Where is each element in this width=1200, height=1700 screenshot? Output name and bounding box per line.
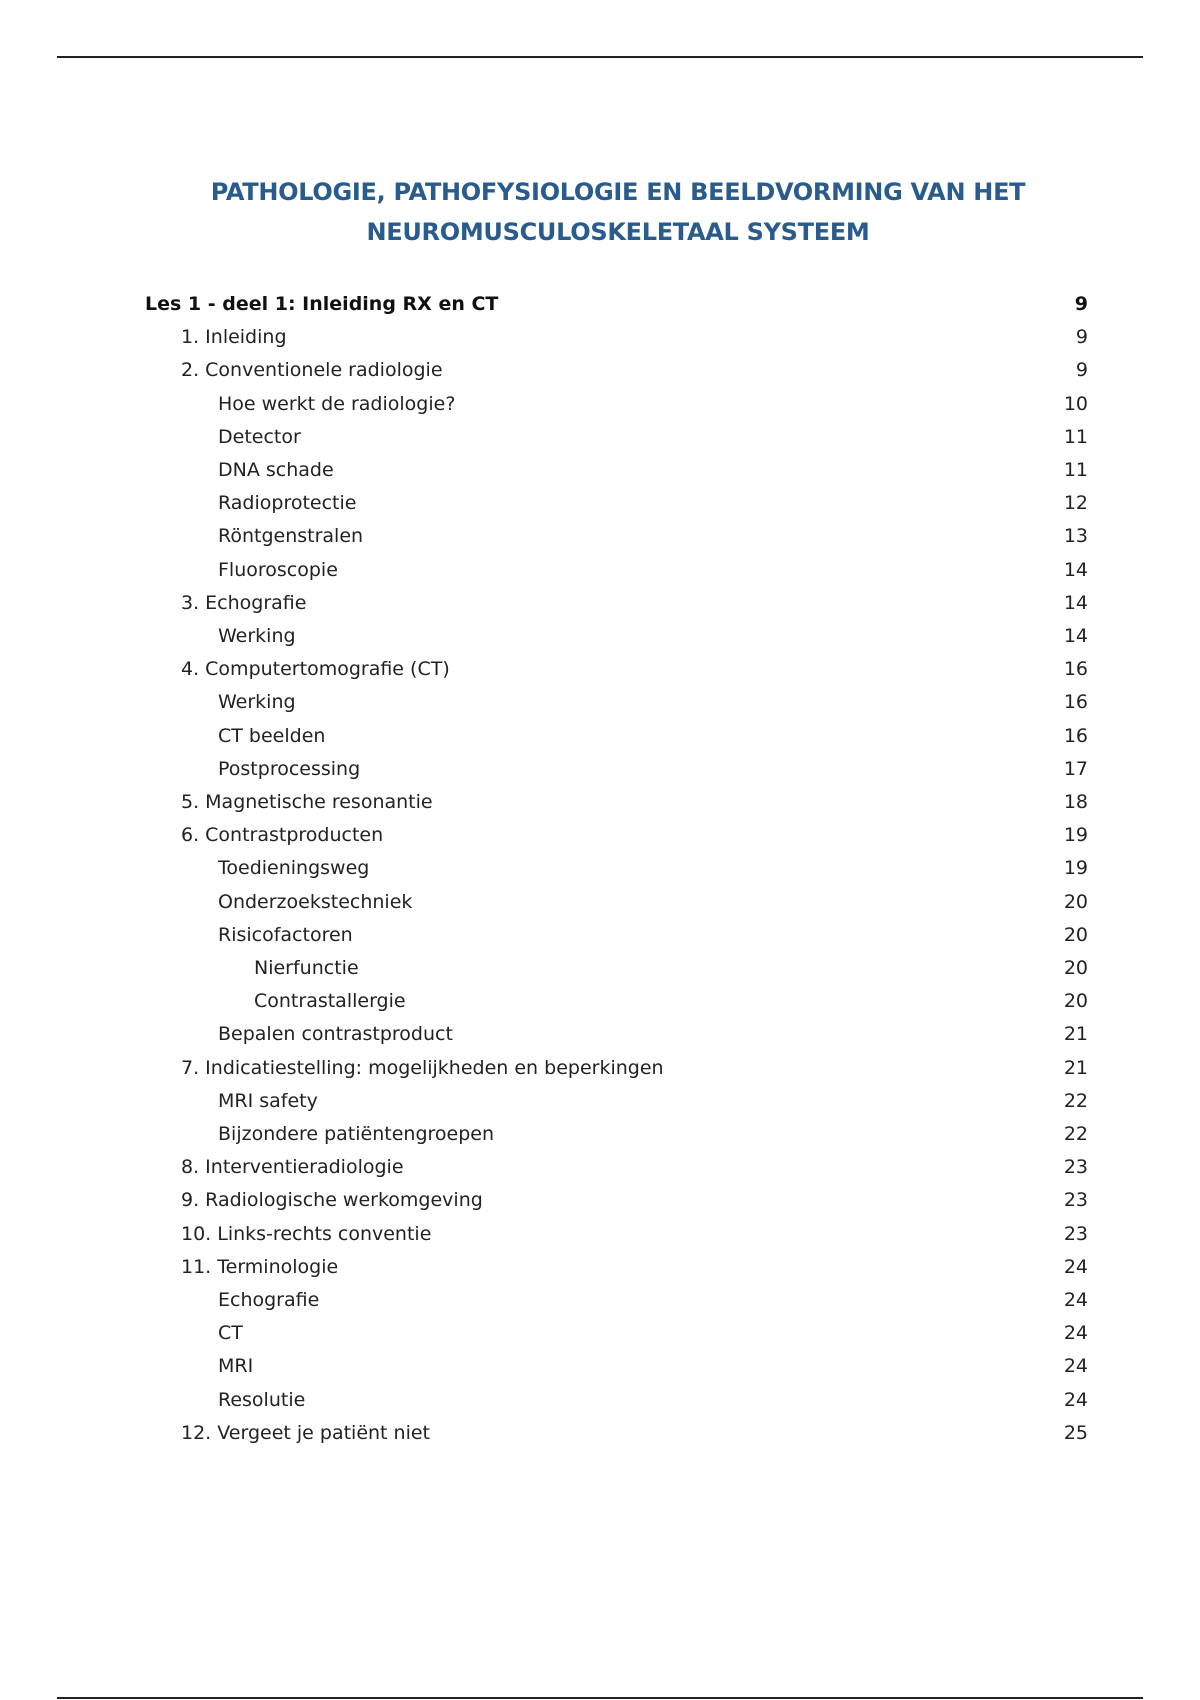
toc-entry-title: 8. Interventieradiologie	[181, 1156, 404, 1179]
toc-entry-page-number: 9	[1074, 293, 1088, 315]
toc-entry-title: Radioprotectie	[218, 492, 357, 515]
toc-entry-title: Nierfunctie	[254, 957, 359, 979]
toc-entry-title: Hoe werkt de radiologie?	[218, 392, 456, 415]
toc-entry-page-number: 14	[1063, 558, 1088, 581]
toc-entry[interactable]	[0, 1285, 1200, 1315]
toc-entry[interactable]	[0, 588, 1200, 618]
toc-entry-page-number: 17	[1063, 757, 1088, 780]
toc-entry[interactable]	[0, 986, 1200, 1016]
toc-entry-page-number: 9	[1075, 359, 1088, 382]
toc-entry[interactable]	[0, 521, 1200, 551]
toc-entry-title: 7. Indicatiestelling: mogelijkheden en beperkingen	[181, 1056, 664, 1079]
toc-entry-page-number: 19	[1063, 824, 1088, 847]
toc-entry[interactable]	[0, 422, 1200, 452]
toc-entry-title: 1. Inleiding	[181, 326, 287, 349]
toc-entry-page-number: 24	[1063, 1289, 1088, 1311]
toc-entry-page-number: 24	[1063, 1355, 1088, 1378]
toc-entry[interactable]	[0, 1418, 1200, 1448]
toc-entry-page-number: 20	[1063, 923, 1088, 946]
toc-entry-page-number: 14	[1063, 591, 1088, 614]
toc-entry-title: Werking	[218, 625, 296, 647]
toc-entry-title: MRI safety	[218, 1089, 318, 1112]
toc-entry-page-number: 20	[1063, 957, 1088, 979]
toc-entry[interactable]	[0, 820, 1200, 850]
toc-entry[interactable]	[0, 621, 1200, 651]
document-title-line-1: PATHOLOGIE, PATHOFYSIOLOGIE EN BEELDVORMING VAN HET	[210, 178, 1026, 206]
toc-entry-title: Fluoroscopie	[218, 558, 338, 581]
toc-entry-page-number: 21	[1063, 1056, 1088, 1079]
toc-entry-page-number: 24	[1063, 1255, 1088, 1278]
toc-entry-page-number: 24	[1063, 1322, 1088, 1345]
toc-entry[interactable]	[0, 1185, 1200, 1215]
toc-entry-title: CT beelden	[218, 724, 326, 747]
toc-entry-title: 11. Terminologie	[181, 1255, 339, 1278]
toc-entry[interactable]	[0, 322, 1200, 352]
toc-entry[interactable]	[0, 1019, 1200, 1049]
toc-entry[interactable]	[0, 721, 1200, 751]
toc-entry-title: MRI	[218, 1355, 254, 1378]
toc-entry-title: 9. Radiologische werkomgeving	[181, 1189, 483, 1212]
toc-entry-page-number: 24	[1063, 1388, 1088, 1411]
toc-entry-page-number: 9	[1075, 326, 1088, 349]
toc-entry-title: Contrastallergie	[254, 990, 406, 1013]
toc-entry-page-number: 25	[1063, 1421, 1088, 1444]
toc-entry-page-number: 23	[1063, 1156, 1088, 1179]
toc-entry-page-number: 16	[1063, 724, 1088, 747]
toc-entry[interactable]	[0, 953, 1200, 983]
toc-entry-page-number: 21	[1063, 1023, 1088, 1046]
toc-entry-page-number: 10	[1063, 392, 1088, 415]
toc-entry-title: Resolutie	[218, 1388, 306, 1411]
toc-entry-page-number: 16	[1063, 658, 1088, 681]
toc-entry-title: 6. Contrastproducten	[181, 824, 384, 847]
toc-entry-title: Detector	[218, 425, 301, 448]
toc-entry-title: 10. Links-rechts conventie	[181, 1222, 432, 1245]
toc-entry[interactable]	[0, 754, 1200, 784]
toc-entry[interactable]	[0, 920, 1200, 950]
toc-entry-page-number: 22	[1063, 1123, 1088, 1145]
toc-entry[interactable]	[0, 289, 1200, 319]
bottom-rule	[57, 1697, 1143, 1699]
toc-entry-title: Bepalen contrastproduct	[218, 1023, 453, 1046]
toc-entry-title: Röntgenstralen	[218, 525, 364, 548]
toc-entry-title: Postprocessing	[218, 757, 361, 780]
toc-entry-page-number: 20	[1063, 890, 1088, 913]
toc-entry[interactable]	[0, 787, 1200, 817]
toc-entry-page-number: 20	[1063, 990, 1088, 1013]
toc-entry-page-number: 22	[1063, 1089, 1088, 1112]
toc-entry[interactable]	[0, 389, 1200, 419]
toc-entry[interactable]	[0, 1351, 1200, 1381]
toc-entry-page-number: 23	[1063, 1189, 1088, 1212]
toc-entry-title: Echografie	[218, 1289, 320, 1311]
toc-entry-page-number: 11	[1063, 459, 1088, 481]
toc-entry-page-number: 16	[1063, 691, 1088, 714]
toc-entry-page-number: 23	[1063, 1222, 1088, 1245]
toc-entry-page-number: 14	[1063, 625, 1088, 647]
toc-entry[interactable]	[0, 1219, 1200, 1249]
toc-entry[interactable]	[0, 455, 1200, 485]
toc-entry-title: Werking	[218, 691, 296, 714]
toc-entry[interactable]	[0, 488, 1200, 518]
toc-entry-title: 12. Vergeet je patiënt niet	[181, 1421, 430, 1444]
toc-entry[interactable]	[0, 1385, 1200, 1415]
toc-entry-title: DNA schade	[218, 459, 334, 481]
toc-entry[interactable]	[0, 887, 1200, 917]
toc-entry[interactable]	[0, 355, 1200, 385]
toc-entry-title: 5. Magnetische resonantie	[181, 791, 433, 813]
toc-entry-page-number: 13	[1063, 525, 1088, 548]
toc-entry[interactable]	[0, 1119, 1200, 1149]
toc-entry-title: Risicofactoren	[218, 923, 353, 946]
toc-entry-page-number: 19	[1063, 857, 1088, 880]
toc-entry[interactable]	[0, 1318, 1200, 1348]
toc-entry-page-number: 18	[1063, 791, 1088, 813]
toc-entry[interactable]	[0, 1252, 1200, 1282]
toc-entry[interactable]	[0, 1053, 1200, 1083]
toc-entry-title: Bijzondere patiëntengroepen	[218, 1123, 495, 1145]
document-title-line-2: NEUROMUSCULOSKELETAAL SYSTEEM	[366, 218, 870, 246]
toc-entry-title: CT	[218, 1322, 243, 1345]
toc-entry[interactable]	[0, 853, 1200, 883]
toc-entry[interactable]	[0, 654, 1200, 684]
toc-entry-title: 3. Echografie	[181, 591, 307, 614]
toc-entry-title: 2. Conventionele radiologie	[181, 359, 443, 382]
toc-entry-title: Onderzoekstechniek	[218, 890, 413, 913]
toc-entry-title: Les 1 - deel 1: Inleiding RX en CT	[145, 293, 499, 315]
toc-entry-title: Toedieningsweg	[218, 857, 370, 880]
toc-entry[interactable]	[0, 1152, 1200, 1182]
toc-entry-page-number: 12	[1063, 492, 1088, 515]
toc-entry[interactable]	[0, 555, 1200, 585]
toc-entry[interactable]	[0, 687, 1200, 717]
toc-entry-page-number: 11	[1063, 425, 1088, 448]
toc-entry[interactable]	[0, 1086, 1200, 1116]
toc-entry-title: 4. Computertomografie (CT)	[181, 658, 450, 681]
